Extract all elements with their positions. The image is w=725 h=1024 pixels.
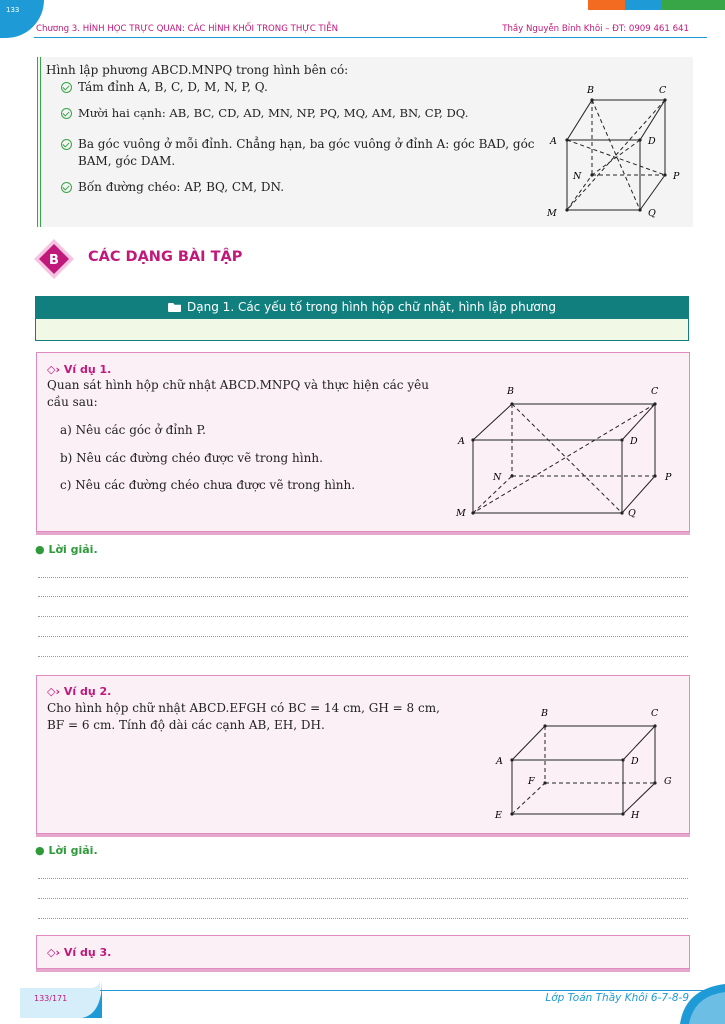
vertex-label: F xyxy=(528,776,535,787)
check-circle-icon xyxy=(61,139,72,150)
vertex-label: A xyxy=(496,756,503,767)
intro-bullet-diagonals: Bốn đường chéo: AP, BQ, CM, DN. xyxy=(78,180,285,194)
check-circle-icon xyxy=(61,182,72,193)
example-1-item-c: c) Nêu các đường chéo chưa được vẽ trong hình. xyxy=(60,478,356,492)
vertex-label: M xyxy=(547,208,557,219)
answer-line xyxy=(38,636,688,637)
header-stripe-orange xyxy=(588,0,628,10)
vertex-label: C xyxy=(651,708,659,719)
answer-line xyxy=(38,898,688,899)
answer-line xyxy=(38,918,688,919)
vertex-label: Q xyxy=(628,508,636,519)
vertex-label: G xyxy=(664,776,672,787)
vertex-label: E xyxy=(495,810,502,821)
exercise-type-body xyxy=(35,319,689,341)
example-1-title: ◇› Ví dụ 1. xyxy=(47,363,112,376)
cuboid-figure-2 xyxy=(490,703,685,823)
vertex-label: B xyxy=(507,386,514,397)
diamond-arrows-icon: ◇› xyxy=(47,363,64,376)
check-circle-icon xyxy=(61,108,72,119)
example-3-box xyxy=(36,935,690,969)
folder-open-icon xyxy=(168,303,181,312)
intro-bullet-right-angles-cont: BAM, góc DAM. xyxy=(78,154,176,168)
vertex-label: P xyxy=(665,472,672,483)
header-stripe-blue xyxy=(625,0,665,10)
vertex-label: Q xyxy=(648,208,656,219)
answer-line xyxy=(38,656,688,657)
example-2-prompt-cont: BF = 6 cm. Tính độ dài các cạnh AB, EH, DH. xyxy=(47,718,325,732)
author-contact: Thầy Nguyễn Bỉnh Khôi – ĐT: 0909 461 641 xyxy=(502,24,689,34)
cuboid-figure-1 xyxy=(450,380,685,525)
vertex-label: P xyxy=(673,171,680,182)
chapter-title: Chương 3. HÌNH HỌC TRỰC QUAN: CÁC HÌNH KHỐI TRONG THỰC TIỄN xyxy=(36,24,339,34)
solution-label-2: ● Lời giải. xyxy=(35,844,98,857)
section-badge-icon xyxy=(33,238,75,280)
answer-line xyxy=(38,616,688,617)
section-title: CÁC DẠNG BÀI TẬP xyxy=(88,249,243,265)
vertex-label: D xyxy=(648,136,656,147)
example-2-title: ◇› Ví dụ 2. xyxy=(47,685,112,698)
answer-line xyxy=(38,878,688,879)
vertex-label: B xyxy=(587,85,594,96)
example-1-item-a: a) Nêu các góc ở đỉnh P. xyxy=(60,423,206,437)
exercise-type-header xyxy=(35,296,689,319)
example-1-prompt-cont: cầu sau: xyxy=(47,395,98,409)
answer-line xyxy=(38,577,688,578)
vertex-label: H xyxy=(631,810,640,821)
diamond-arrows-icon: ◇› xyxy=(47,685,64,698)
footer-brand: Lớp Toán Thầy Khôi 6-7-8-9 xyxy=(545,992,689,1004)
vertex-label: N xyxy=(493,472,502,483)
vertex-label: C xyxy=(651,386,659,397)
check-circle-icon xyxy=(61,82,72,93)
example-3-title: ◇› Ví dụ 3. xyxy=(47,946,112,959)
example-1-item-b: b) Nêu các đường chéo được vẽ trong hình. xyxy=(60,451,323,465)
vertex-label: M xyxy=(456,508,466,519)
intro-bullet-right-angles: Ba góc vuông ở mỗi đỉnh. Chẳng hạn, ba góc vuông ở đỉnh A: góc BAD, góc xyxy=(78,137,535,151)
vertex-label: D xyxy=(630,436,638,447)
cube-figure xyxy=(540,80,690,225)
footer-rule xyxy=(100,990,707,991)
example-1-prompt: Quan sát hình hộp chữ nhật ABCD.MNPQ và thực hiện các yêu xyxy=(47,378,429,392)
intro-lead: Hình lập phương ABCD.MNPQ trong hình bên có: xyxy=(46,63,349,77)
vertex-label: C xyxy=(659,85,667,96)
vertex-label: A xyxy=(458,436,465,447)
solution-label-1: ● Lời giải. xyxy=(35,543,98,556)
speech-bubble-icon: ● xyxy=(35,543,49,556)
intro-bullet-edges: Mười hai cạnh: AB, BC, CD, AD, MN, NP, PQ, MQ, AM, BN, CP, DQ. xyxy=(78,106,469,120)
footer-corner-decoration xyxy=(680,984,725,1024)
vertex-label: N xyxy=(573,171,582,182)
example-2-prompt: Cho hình hộp chữ nhật ABCD.EFGH có BC = 14 cm, GH = 8 cm, xyxy=(47,701,440,715)
footer-page-count: 133/171 xyxy=(34,994,68,1003)
vertex-label: D xyxy=(631,756,639,767)
answer-line xyxy=(38,596,688,597)
header-page-number: 133 xyxy=(6,6,20,14)
exercise-type-title: Dạng 1. Các yếu tố trong hình hộp chữ nhật, hình lập phương xyxy=(187,300,556,314)
svg-text:B: B xyxy=(49,253,59,268)
diamond-arrows-icon: ◇› xyxy=(47,946,64,959)
speech-bubble-icon: ● xyxy=(35,844,49,857)
header-stripe-green xyxy=(662,0,725,10)
vertex-label: B xyxy=(541,708,548,719)
intro-bullet-vertices: Tám đỉnh A, B, C, D, M, N, P, Q. xyxy=(78,80,268,94)
vertex-label: A xyxy=(550,136,557,147)
header-rule xyxy=(34,37,707,38)
